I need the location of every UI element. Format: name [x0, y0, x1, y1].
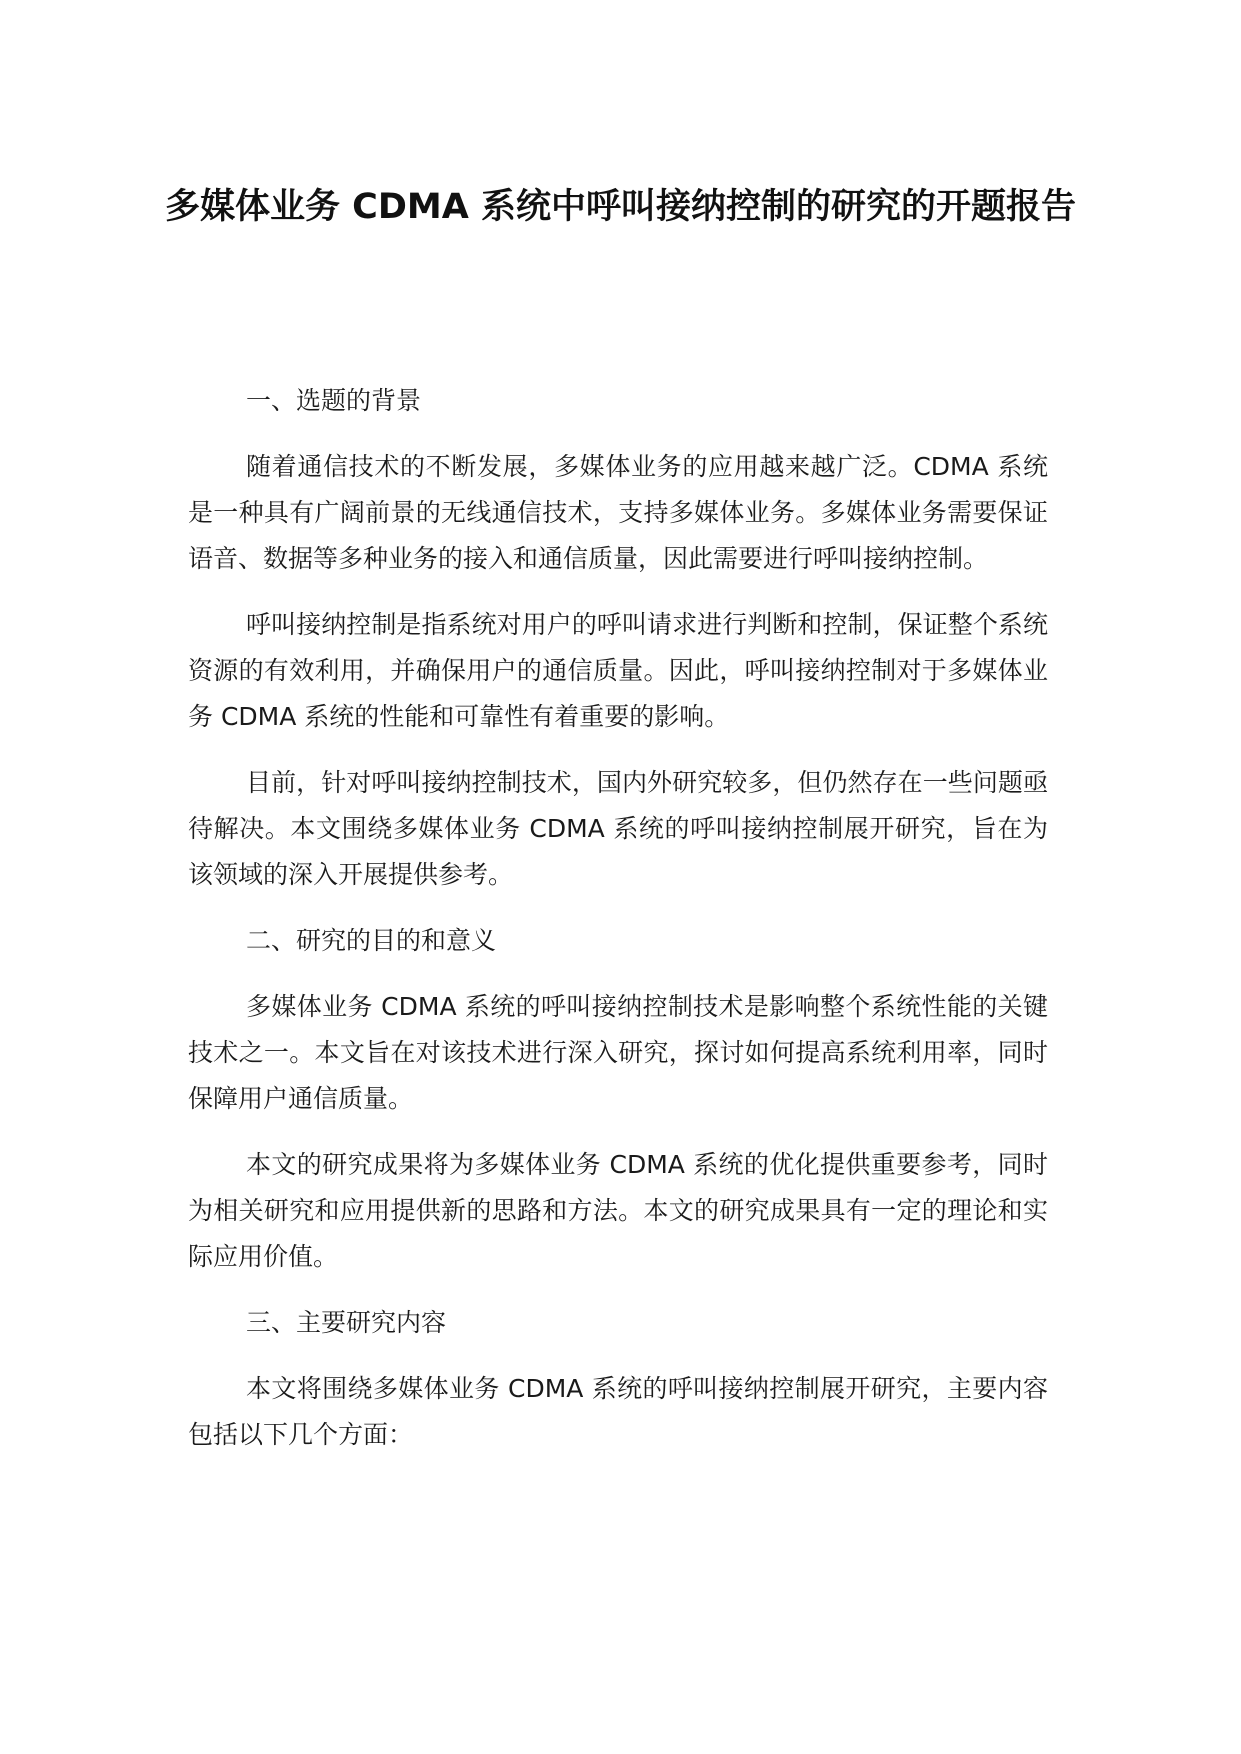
body-paragraph: 多媒体业务 CDMA 系统的呼叫接纳控制技术是影响整个系统性能的关键技术之一。本文旨在对该技术进行深入研究，探讨如何提高系统利用率，同时保障用户通信质量。 [188, 992, 1048, 1113]
section-content [188, 1300, 1048, 1458]
body-paragraph: 本文的研究成果将为多媒体业务 CDMA 系统的优化提供重要参考，同时为相关研究和应用提供新的思路和方法。本文的研究成果具有一定的理论和实际应用价值。 [188, 1150, 1048, 1271]
body-paragraph: 目前，针对呼叫接纳控制技术，国内外研究较多，但仍然存在一些问题亟待解决。本文围绕多媒体业务 CDMA 系统的呼叫接纳控制展开研究，旨在为该领域的深入开展提供参考。 [188, 768, 1048, 889]
body-paragraph: 呼叫接纳控制是指系统对用户的呼叫请求进行判断和控制，保证整个系统资源的有效利用，并确保用户的通信质量。因此，呼叫接纳控制对于多媒体业务 CDMA 系统的性能和可靠性有着重要的影响。 [188, 610, 1048, 731]
document-title: 多媒体业务 CDMA 系统中呼叫接纳控制的研究的开题报告 [164, 187, 1077, 227]
section-heading: 一、选题的背景 [246, 386, 422, 415]
section-heading: 二、研究的目的和意义 [246, 926, 497, 955]
section-purpose [188, 918, 1048, 1280]
body-paragraph: 随着通信技术的不断发展，多媒体业务的应用越来越广泛。CDMA 系统是一种具有广阔前景的无线通信技术，支持多媒体业务。多媒体业务需要保证语音、数据等多种业务的接入和通信质量，因此需要进行呼叫接纳控制。 [188, 452, 1048, 573]
section-background [188, 378, 1048, 898]
document-body [188, 378, 1048, 1458]
body-paragraph: 本文将围绕多媒体业务 CDMA 系统的呼叫接纳控制展开研究，主要内容包括以下几个方面： [188, 1374, 1048, 1449]
section-heading: 三、主要研究内容 [246, 1308, 447, 1337]
